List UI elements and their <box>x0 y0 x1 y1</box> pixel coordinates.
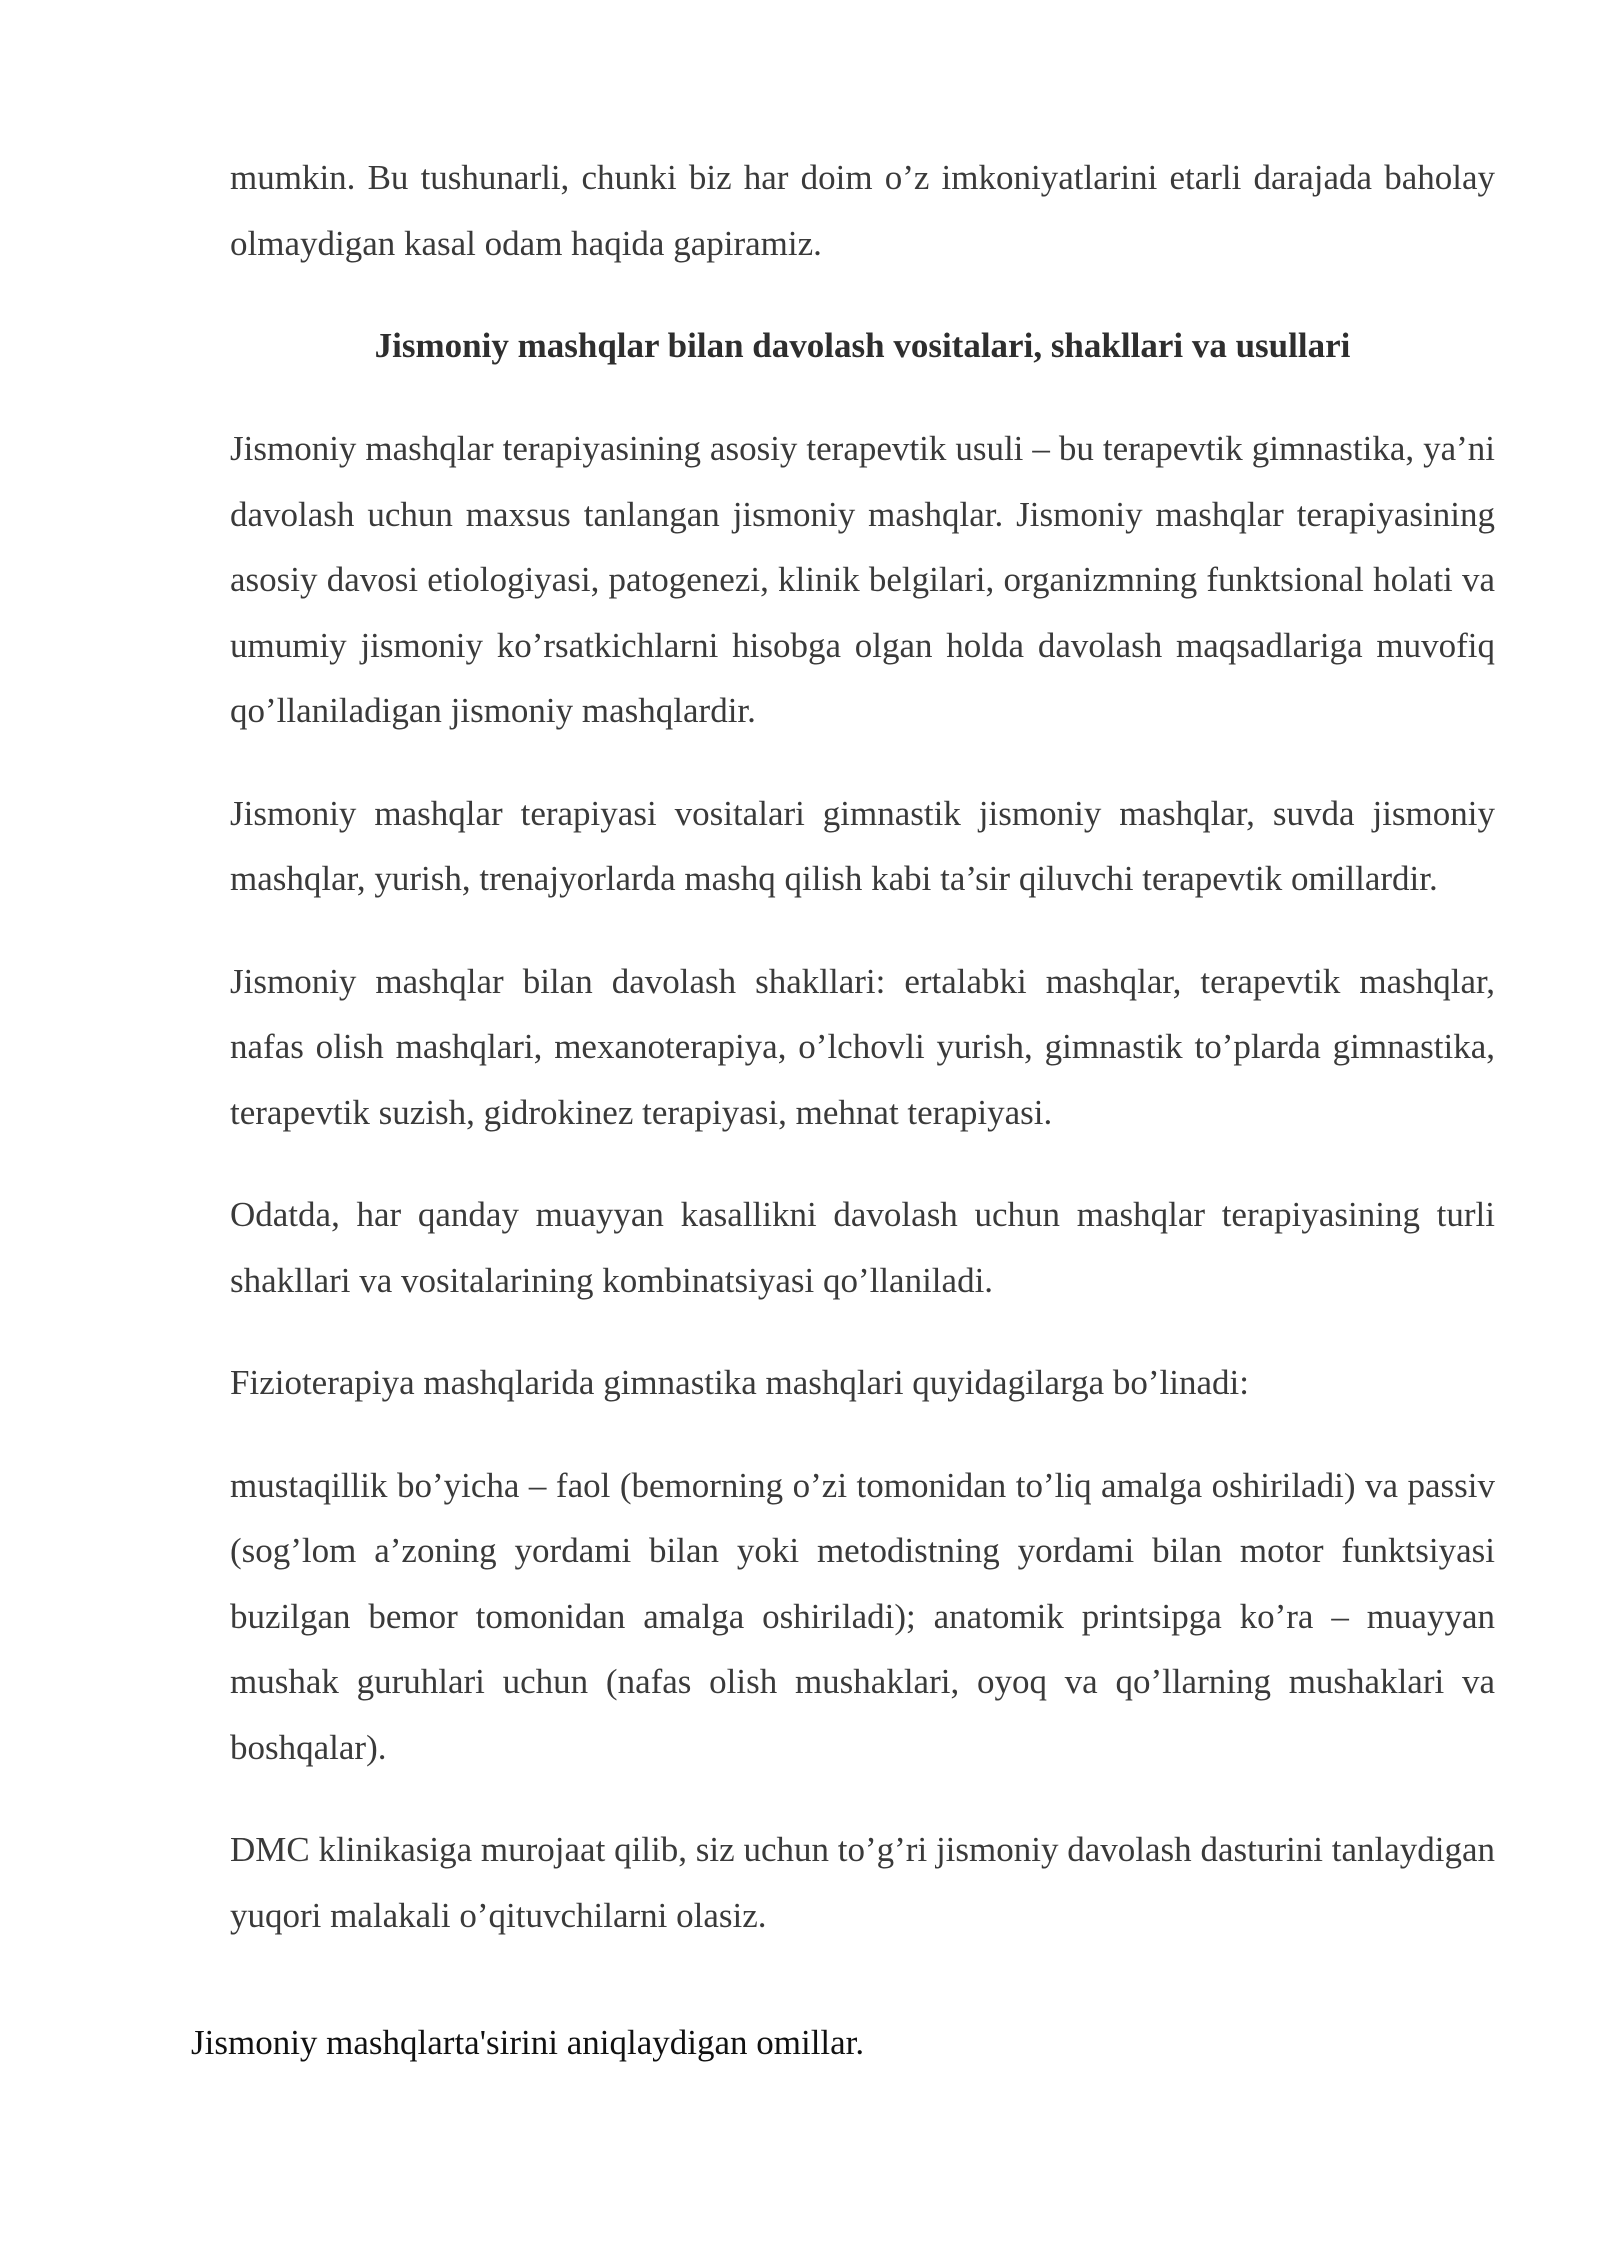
paragraph-combination: Odatda, har qanday muayyan kasallikni davolash uchun mashqlar terapiyasining turli shakllari va vositalarining kombinatsiyasi qo’llaniladi. <box>230 1195 1495 1300</box>
document-body <box>230 145 1495 1948</box>
paragraph-clinic: DMC klinikasiga murojaat qilib, siz uchun to’g’ri jismoniy davolash dasturini tanlaydigan yuqori malakali o’qituvchilarni olasiz. <box>230 1830 1495 1935</box>
paragraph-therapy-method: Jismoniy mashqlar terapiyasining asosiy terapevtik usuli – bu terapevtik gimnastika, ya’ni davolash uchun maxsus tanlangan jismoniy mashqlar. Jismoniy mashqlar terapiyasining asosiy davosi etiologiyasi, patogenezi, klinik belgilari, organizmning funktsional holati va umumiy jismoniy ko’rsatkichlarni hisobga olgan holda davolash maqsadlariga muvofiq qo’llaniladigan jismoniy mashqlardir. <box>230 429 1495 730</box>
section-heading: Jismoniy mashqlar bilan davolash vositalari, shakllari va usullari <box>374 326 1351 365</box>
paragraph-intro: mumkin. Bu tushunarli, chunki biz har doim o’z imkoniyatlarini etarli darajada baholay olmaydigan kasal odam haqida gapiramiz. <box>230 158 1495 263</box>
paragraph-therapy-means: Jismoniy mashqlar terapiyasi vositalari gimnastik jismoniy mashqlar, suvda jismoniy mashqlar, yurish, trenajyorlarda mashq qilish kabi ta’sir qiluvchi terapevtik omillardir. <box>230 793 1495 898</box>
paragraph-classification: Fizioterapiya mashqlarida gimnastika mashqlari quyidagilarga bo’linadi: <box>230 1363 1249 1402</box>
paragraph-therapy-forms: Jismoniy mashqlar bilan davolash shakllari: ertalabki mashqlar, terapevtik mashqlar, nafas olish mashqlari, mexanoterapiya, o’lchovli yurish, gimnastik to’plarda gimnastika, terapevtik suzish, gidrokinez terapiyasi, mehnat terapiyasi. <box>230 961 1495 1132</box>
paragraph-independence: mustaqillik bo’yicha – faol (bemorning o’zi tomonidan to’liq amalga oshiriladi) va passiv (sog’lom a’zoning yordami bilan yoki metodistning yordami bilan motor funktsiyasi buzilgan bemor tomonidan amalga oshiriladi); anatomik printsipga ko’ra – muayyan mushak guruhlari uchun (nafas olish mushaklari, oyoq va qo’llarning mushaklari va boshqalar). <box>230 1465 1495 1767</box>
footer-text-line: Jismoniy mashqlarta'sirini aniqlaydigan omillar. <box>191 2023 865 2062</box>
